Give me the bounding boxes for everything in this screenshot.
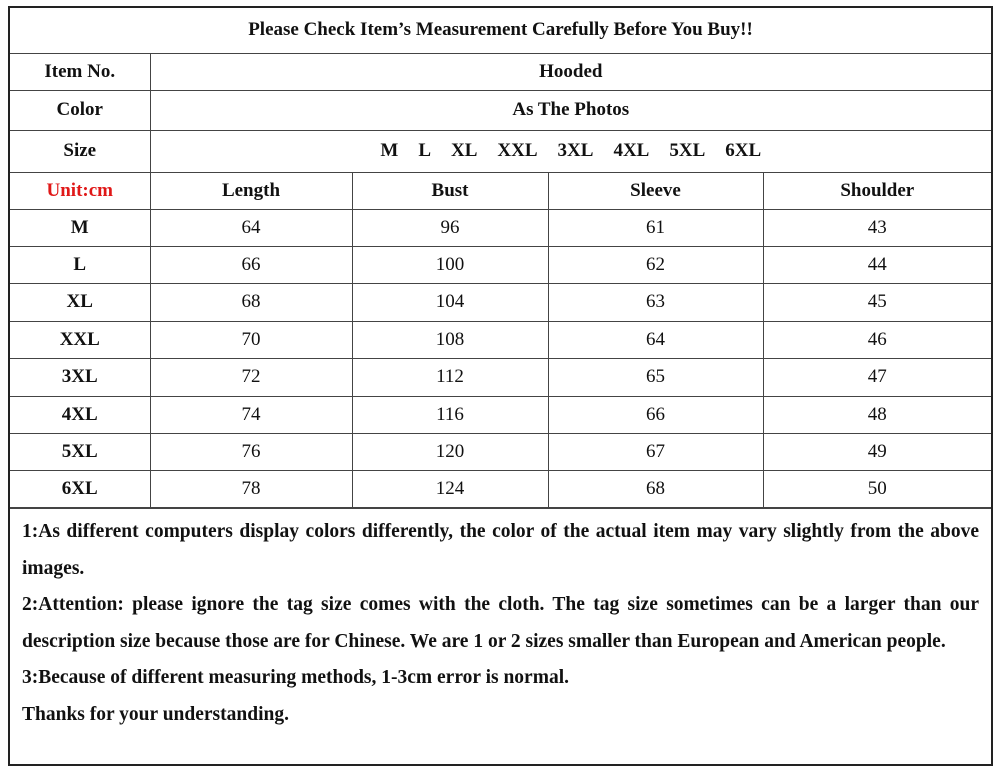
size-option: XL [451, 140, 478, 161]
table-row [10, 209, 991, 246]
row-size: 4XL [10, 396, 150, 433]
column-header-bust: Bust [352, 172, 548, 209]
cell-sleeve: 64 [548, 321, 763, 358]
cell-length: 68 [150, 283, 352, 321]
cell-bust: 116 [352, 396, 548, 433]
cell-bust: 124 [352, 470, 548, 508]
cell-length: 76 [150, 433, 352, 470]
column-header-sleeve: Sleeve [548, 172, 763, 209]
size-chart [8, 6, 993, 766]
item-no-label: Item No. [10, 53, 150, 90]
cell-sleeve: 67 [548, 433, 763, 470]
column-header-shoulder: Shoulder [763, 172, 991, 209]
cell-length: 64 [150, 209, 352, 246]
color-label: Color [10, 90, 150, 130]
cell-bust: 112 [352, 358, 548, 396]
cell-shoulder: 44 [763, 246, 991, 283]
cell-shoulder: 45 [763, 283, 991, 321]
cell-sleeve: 66 [548, 396, 763, 433]
cell-sleeve: 61 [548, 209, 763, 246]
table-row [10, 358, 991, 396]
color-value: As The Photos [150, 90, 991, 130]
cell-shoulder: 47 [763, 358, 991, 396]
note-measuring-error: 3:Because of different measuring methods, 1-3cm error is normal. [22, 667, 569, 688]
row-size: 5XL [10, 433, 150, 470]
cell-length: 72 [150, 358, 352, 396]
cell-length: 78 [150, 470, 352, 508]
table-row [10, 396, 991, 433]
size-option: 5XL [669, 140, 706, 161]
row-size: 6XL [10, 470, 150, 508]
notes-section [10, 507, 991, 764]
row-size: M [10, 209, 150, 246]
cell-bust: 104 [352, 283, 548, 321]
note-color-variance: 1:As different computers display colors differently, the color of the actual item may vary slightly from the above images. [22, 521, 979, 579]
table-row [10, 246, 991, 283]
note-thanks: Thanks for your understanding. [22, 703, 289, 725]
row-size: L [10, 246, 150, 283]
row-size: 3XL [10, 358, 150, 396]
cell-shoulder: 46 [763, 321, 991, 358]
size-option: 3XL [557, 140, 594, 161]
table-row [10, 433, 991, 470]
cell-sleeve: 65 [548, 358, 763, 396]
column-header-length: Length [150, 172, 352, 209]
size-options-list [151, 140, 992, 162]
note-tag-size: 2:Attention: please ignore the tag size comes with the cloth. The tag size sometimes can be a larger than our description size because those are for Chinese. We are 1 or 2 sizes smaller than European and American people. [22, 594, 979, 652]
size-option: 4XL [613, 140, 650, 161]
table-row [10, 283, 991, 321]
cell-sleeve: 68 [548, 470, 763, 508]
cell-bust: 96 [352, 209, 548, 246]
size-label: Size [10, 130, 150, 172]
cell-length: 74 [150, 396, 352, 433]
unit-label: Unit:cm [10, 172, 150, 209]
cell-bust: 120 [352, 433, 548, 470]
cell-sleeve: 62 [548, 246, 763, 283]
cell-length: 70 [150, 321, 352, 358]
table-row [10, 321, 991, 358]
measurement-table [10, 8, 991, 509]
cell-shoulder: 49 [763, 433, 991, 470]
chart-title: Please Check Item’s Measurement Carefully Before You Buy!! [10, 8, 991, 53]
cell-shoulder: 50 [763, 470, 991, 508]
cell-shoulder: 43 [763, 209, 991, 246]
size-option: M [380, 140, 399, 161]
item-no-value: Hooded [150, 53, 991, 90]
size-option: XXL [497, 140, 538, 161]
size-options [150, 130, 991, 172]
cell-bust: 108 [352, 321, 548, 358]
row-size: XXL [10, 321, 150, 358]
cell-sleeve: 63 [548, 283, 763, 321]
cell-bust: 100 [352, 246, 548, 283]
table-row [10, 470, 991, 508]
cell-length: 66 [150, 246, 352, 283]
size-option: 6XL [725, 140, 762, 161]
size-option: L [418, 140, 431, 161]
cell-shoulder: 48 [763, 396, 991, 433]
row-size: XL [10, 283, 150, 321]
